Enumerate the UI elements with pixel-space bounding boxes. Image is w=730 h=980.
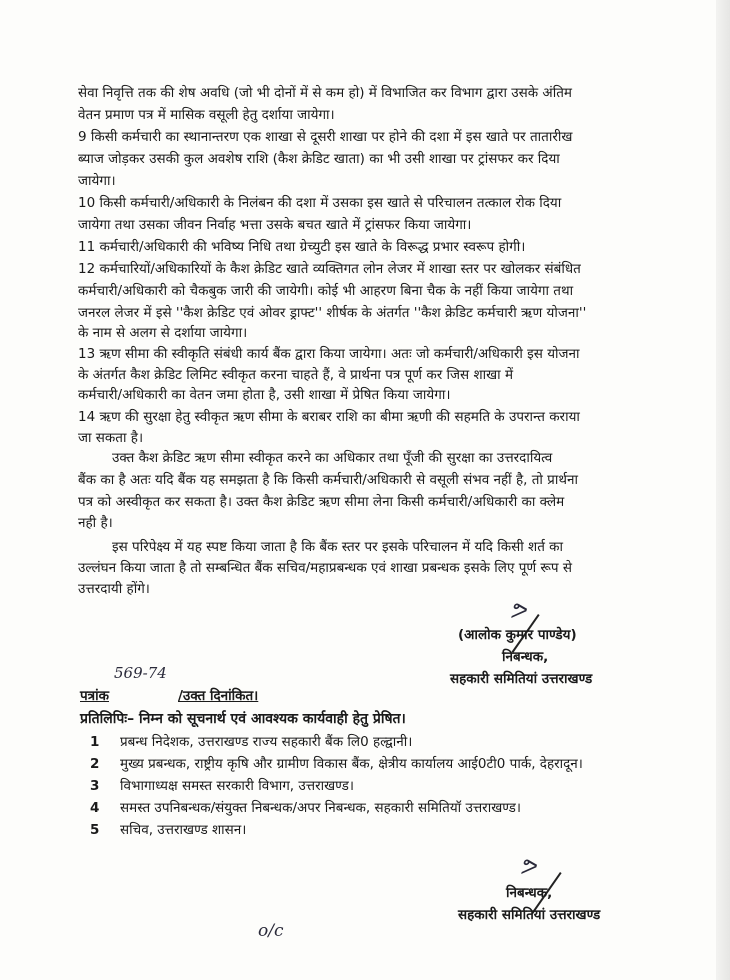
copy-to-item bbox=[90, 733, 412, 751]
body-line: 9 किसी कर्मचारी का स्थानान्तरण एक शाखा से दूसरी शाखा पर होने की दशा में इस खाते पर तातारीख bbox=[78, 129, 573, 145]
item-text: विभागाध्यक्ष समस्त सरकारी विभाग, उत्तराखण्ड। bbox=[120, 778, 354, 794]
item-number: 5 bbox=[90, 822, 100, 838]
item-number: 1 bbox=[90, 734, 100, 750]
body-line: 11 कर्मचारी/अधिकारी की भविष्य निधि तथा ग्रेच्युटी इस खाते के विरूद्ध प्रभार स्वरूप होगी। bbox=[78, 239, 526, 255]
body-line: के अंतर्गत कैश क्रेडिट लिमिट स्वीकृत करना चाहते हैं, वे प्रार्थना पत्र पूर्ण कर जिस शाखा में bbox=[78, 367, 514, 383]
body-line: नही है। bbox=[78, 515, 113, 531]
body-line: 10 किसी कर्मचारी/अधिकारी के निलंबन की दशा में उसका इस खाते से परिचालन तत्काल रोक दिया bbox=[78, 195, 562, 211]
copy-to-item bbox=[90, 755, 583, 773]
signature-mark: ᕗ bbox=[520, 855, 536, 880]
body-line: कर्मचारी/अधिकारी का वेतन जमा होता है, उसी शाखा में प्रेषित किया जायेगा। bbox=[78, 387, 451, 403]
item-text: समस्त उपनिबन्धक/संयुक्त निबन्धक/अपर निबन्धक, सहकारी समितियॉ उत्तराखण्ड। bbox=[120, 800, 521, 816]
body-line: 14 ऋण की सुरक्षा हेतु स्वीकृत ऋण सीमा के बराबर राशि का बीमा ऋणी की सहमति के उपरान्त कराया bbox=[78, 409, 580, 425]
signature-mark: ᕗ bbox=[510, 599, 526, 624]
copy-to-item bbox=[90, 821, 246, 839]
item-text: प्रबन्ध निदेशक, उत्तराखण्ड राज्य सहकारी बैंक लि0 हल्द्वानी। bbox=[120, 734, 413, 750]
body-line: जनरल लेजर में इसे ''कैश क्रेडिट एवं ओवर ड्राफ्ट'' शीर्षक के अंतर्गत ''कैश क्रेडिट कर्मचारी ऋण योजना'' bbox=[78, 305, 587, 321]
body-line: उक्त कैश क्रेडिट ऋण सीमा स्वीकृत करने का अधिकार तथा पूँजी की सुरक्षा का उत्तरदायित्व bbox=[112, 450, 553, 466]
signatory-office: सहकारी समितियां उत्तराखण्ड bbox=[450, 671, 593, 687]
body-line: उत्तरदायी होंगे। bbox=[78, 581, 150, 597]
signatory-designation: निबन्धक, bbox=[502, 649, 549, 665]
body-line: 12 कर्मचारियों/अधिकारियों के कैश क्रेडिट खाते व्यक्तिगत लोन लेजर में शाखा स्तर पर खोलकर संबंधित bbox=[78, 261, 581, 277]
reference-label: पत्रांक bbox=[80, 688, 109, 704]
item-number: 4 bbox=[90, 800, 100, 816]
item-text: मुख्य प्रबन्धक, राष्ट्रीय कृषि और ग्रामीण विकास बैंक, क्षेत्रीय कार्यालय आई0टी0 पार्क, देहरादून। bbox=[120, 756, 583, 772]
body-line: जा सकता है। bbox=[78, 430, 144, 446]
body-line: कर्मचारी/अधिकारी को चैकबुक जारी की जायेगी। कोई भी आहरण बिना चैक के नहीं किया जायेगा तथा bbox=[78, 283, 574, 299]
item-text: सचिव, उत्तराखण्ड शासन। bbox=[120, 822, 247, 838]
body-line: जायेगा तथा उसका जीवन निर्वाह भत्ता उसके बचत खाते में ट्रांसफर किया जायेगा। bbox=[78, 217, 472, 233]
body-line: 13 ऋण सीमा की स्वीकृति संबंधी कार्य बैंक द्वारा किया जायेगा। अतः जो कर्मचारी/अधिकारी इस योजना bbox=[78, 346, 580, 362]
body-line: जायेगा। bbox=[78, 173, 116, 189]
body-line: वेतन प्रमाण पत्र में मासिक वसूली हेतु दर्शाया जायेगा। bbox=[78, 107, 335, 123]
signatory-office: सहकारी समितियां उत्तराखण्ड bbox=[458, 907, 601, 923]
body-line: पत्र को अस्वीकृत कर सकता है। उक्त कैश क्रेडिट ऋण सीमा लेना किसी कर्मचारी/अधिकारी का क्लेम bbox=[78, 494, 565, 510]
scan-edge bbox=[716, 0, 730, 980]
body-line: के नाम से अलग से दर्शाया जायेगा। bbox=[78, 325, 248, 341]
body-line: ब्याज जोड़कर उसकी कुल अवशेष राशि (कैश क्रेडिट खाता) का भी उसी शाखा पर ट्रांसफर कर दिया bbox=[78, 151, 560, 167]
body-line: इस परिपेक्ष्य में यह स्पष्ट किया जाता है कि बैंक स्तर पर इसके परिचालन में यदि किसी शर्त का bbox=[112, 539, 564, 555]
body-line: बैंक का है अतः यदि बैंक यह समझता है कि किसी कर्मचारी/अधिकारी से वसूली संभव नहीं है, तो प्रार्थना bbox=[78, 472, 578, 488]
copy-to-item bbox=[90, 799, 521, 817]
item-number: 2 bbox=[90, 756, 100, 772]
body-line: सेवा निवृत्ति तक की शेष अवधि (जो भी दोनों में से कम हो) में विभाजित कर विभाग द्वारा उसके अंतिम bbox=[78, 85, 573, 101]
handwritten-note: o/c bbox=[258, 921, 284, 941]
reference-suffix: /उक्त दिनांकित। bbox=[178, 688, 259, 704]
signatory-designation: निबन्धक, bbox=[506, 885, 553, 901]
item-number: 3 bbox=[90, 778, 100, 794]
copy-to-heading: प्रतिलिपिः– निम्न को सूचनार्थ एवं आवश्यक कार्यवाही हेतु प्रेषित। bbox=[80, 711, 406, 727]
handwritten-reference-number: 569-74 bbox=[114, 664, 167, 682]
body-line: उल्लंघन किया जाता है तो सम्बन्धित बैंक सचिव/महाप्रबन्धक एवं शाखा प्रबन्धक इसके लिए पूर्ण रूप से bbox=[78, 560, 572, 576]
copy-to-item bbox=[90, 777, 354, 795]
signatory-name: (आलोक कुमार पाण्डेय) bbox=[458, 627, 577, 643]
